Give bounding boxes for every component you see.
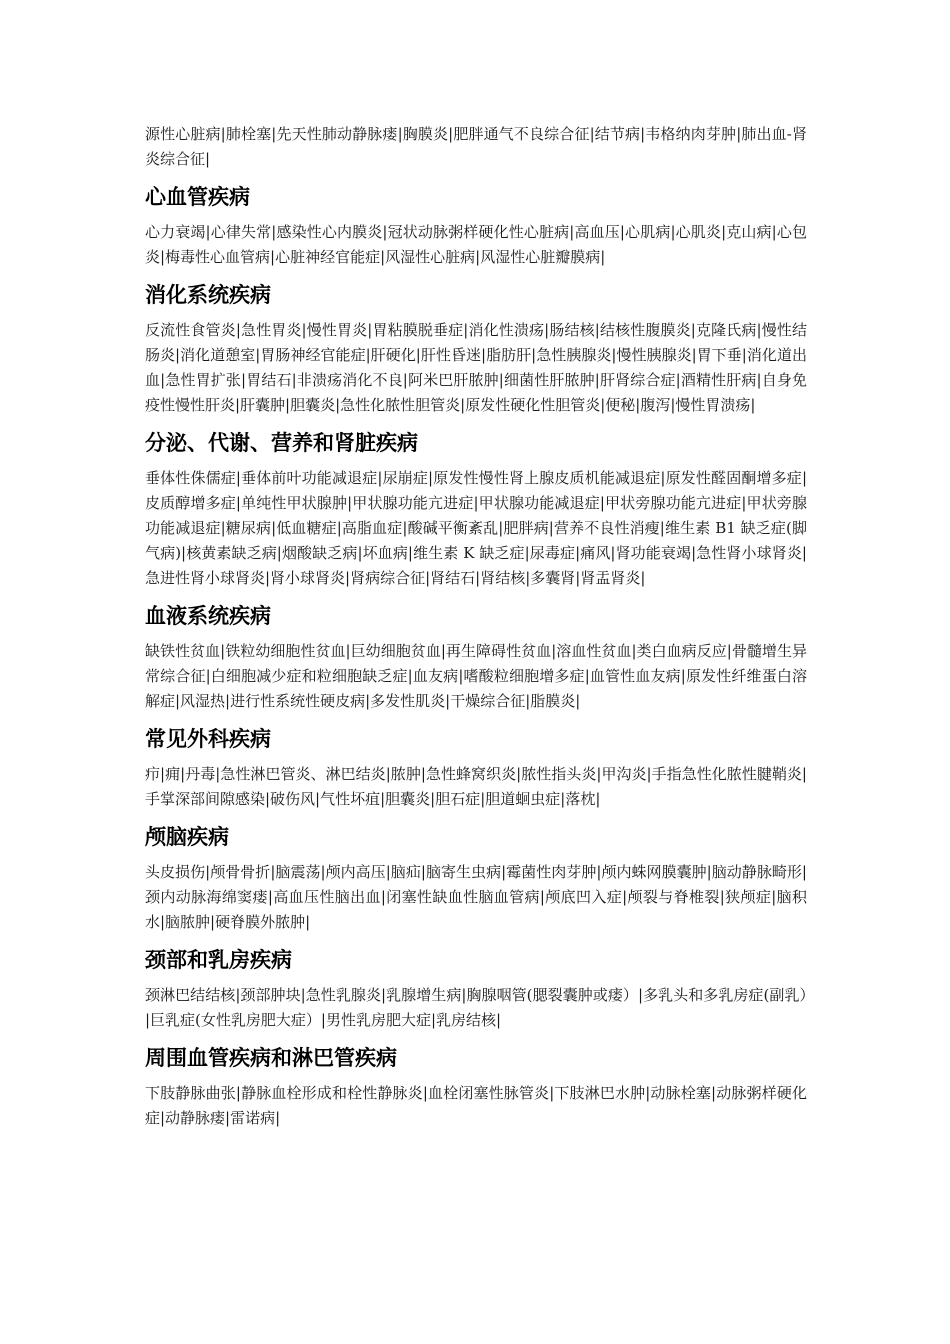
section-heading-surgical: 常见外科疾病 <box>145 727 271 751</box>
section-heading-vascular-lymphatic: 周围血管疾病和淋巴管疾病 <box>145 1046 397 1070</box>
section-heading-craniocerebral: 颅脑疾病 <box>145 825 229 849</box>
section-heading-blood: 血液系统疾病 <box>145 604 271 628</box>
document-page <box>145 122 807 1131</box>
section-text-cardiovascular: 心力衰竭|心律失常|感染性心内膜炎|冠状动脉粥样硬化性心脏病|高血压|心肌病|心肌炎|克山病|心包炎|梅毒性心血管病|心脏神经官能症|风湿性心脏病|风湿性心脏瓣膜病| <box>145 223 807 266</box>
section-text-vascular-lymphatic: 下肢静脉曲张|静脉血栓形成和栓性静脉炎|血栓闭塞性脉管炎|下肢淋巴水肿|动脉栓塞|动脉粥样硬化症|动静脉瘘|雷诺病| <box>145 1084 807 1127</box>
section-text-endocrine-renal: 垂体性侏儒症|垂体前叶功能减退症|尿崩症|原发性慢性肾上腺皮质机能减退症|原发性醛固酮增多症|皮质醇增多症|单纯性甲状腺肿|甲状腺功能亢进症|甲状腺功能减退症|甲状旁腺功能亢进症|甲状旁腺功能减退症|糖尿病|低血糖症|高脂血症|酸碱平衡紊乱|肥胖病|营养不良性消瘦|维生素 B1 缺乏症(脚气病)|核黄素缺乏病|烟酸缺乏病|坏血病|维生素 K 缺乏症|尿毒症|痛风|肾功能衰竭|急性肾小球肾炎|急进性肾小球肾炎|肾小球肾炎|肾病综合征|肾结石|肾结核|多囊肾|肾盂肾炎| <box>145 469 807 587</box>
section-heading-digestive: 消化系统疾病 <box>145 283 271 307</box>
section-text-neck-breast: 颈淋巴结结核|颈部肿块|急性乳腺炎|乳腺增生病|胸腺咽管(腮裂囊肿或瘘）|多乳头和多乳房症(副乳）|巨乳症(女性乳房肥大症）|男性乳房肥大症|乳房结核| <box>145 986 807 1029</box>
section-heading-cardiovascular: 心血管疾病 <box>145 185 250 209</box>
section-heading-neck-breast: 颈部和乳房疾病 <box>145 948 292 972</box>
section-text-digestive: 反流性食管炎|急性胃炎|慢性胃炎|胃粘膜脱垂症|消化性溃疡|肠结核|结核性腹膜炎|克隆氏病|慢性结肠炎|消化道憩室|胃肠神经官能症|肝硬化|肝性昏迷|脂肪肝|急性胰腺炎|慢性胰腺炎|胃下垂|消化道出血|急性胃扩张|胃结石|非溃疡消化不良|阿米巴肝脓肿|细菌性肝脓肿|肝肾综合症|酒精性肝病|自身免疫性慢性肝炎|肝囊肿|胆囊炎|急性化脓性胆管炎|原发性硬化性胆管炎|便秘|腹泻|慢性胃溃疡| <box>145 321 807 414</box>
section-text-blood: 缺铁性贫血|铁粒幼细胞性贫血|巨幼细胞贫血|再生障碍性贫血|溶血性贫血|类白血病反应|骨髓增生异常综合征|白细胞减少症和粒细胞缺乏症|血友病|嗜酸粒细胞增多症|血管性血友病|原发性纤维蛋白溶解症|风湿热|进行性系统性硬皮病|多发性肌炎|干燥综合征|脂膜炎| <box>145 642 807 710</box>
section-text-surgical: 疖|痈|丹毒|急性淋巴管炎、淋巴结炎|脓肿|急性蜂窝织炎|脓性指头炎|甲沟炎|手指急性化脓性腱鞘炎|手掌深部间隙感染|破伤风|气性坏疽|胆囊炎|胆石症|胆道蛔虫症|落枕| <box>145 765 807 808</box>
section-heading-endocrine-renal: 分泌、代谢、营养和肾脏疾病 <box>145 431 418 455</box>
intro-paragraph: 源性心脏病|肺栓塞|先天性肺动静脉瘘|胸膜炎|肥胖通气不良综合征|结节病|韦格纳肉芽肿|肺出血-肾炎综合征| <box>145 125 807 168</box>
section-text-craniocerebral: 头皮损伤|颅骨骨折|脑震荡|颅内高压|脑疝|脑寄生虫病|霉菌性肉芽肿|颅内蛛网膜囊肿|脑动静脉畸形|颈内动脉海绵窦瘘|高血压性脑出血|闭塞性缺血性脑血管病|颅底凹入症|颅裂与脊椎裂|狭颅症|脑积水|脑脓肿|硬脊膜外脓肿| <box>145 863 807 931</box>
